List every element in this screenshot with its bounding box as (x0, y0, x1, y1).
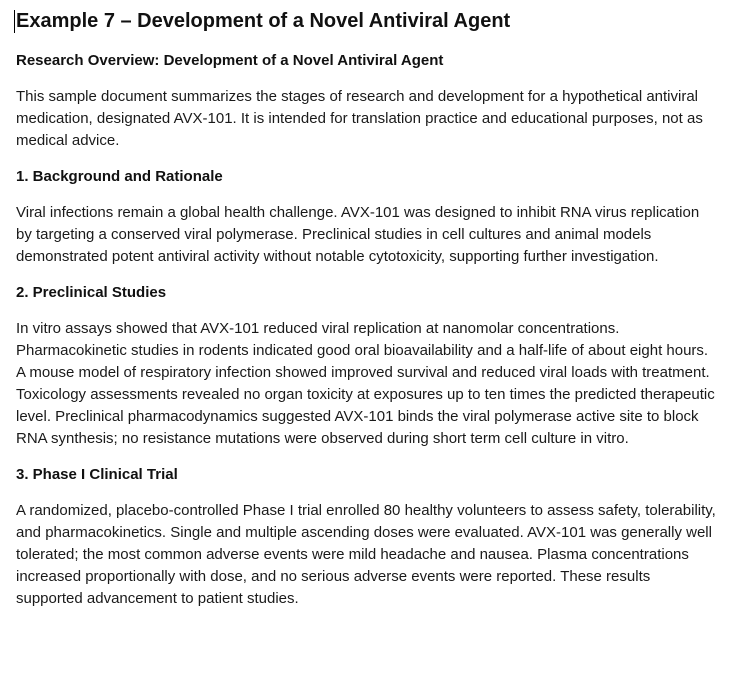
document-page (16, 8, 716, 624)
section-heading-preclinical[interactable]: 2. Preclinical Studies (16, 284, 167, 301)
section-heading-background[interactable]: 1. Background and Rationale (16, 168, 223, 185)
document-title[interactable]: Example 7 – Development of a Novel Antiviral Agent (16, 10, 511, 32)
intro-paragraph[interactable]: This sample document summarizes the stages of research and development for a hypothetical antiviral medication, designated AVX-101. It is intended for translation practice and educational purposes, not as medical advice. (16, 88, 703, 149)
section-body-preclinical[interactable]: In vitro assays showed that AVX-101 reduced viral replication at nanomolar concentrations. Pharmacokinetic studies in rodents indicated good oral bioavailability and a half-life of about eight hours. A mouse model of respiratory infection showed improved survival and reduced viral loads with treatment. Toxicology assessments revealed no organ toxicity at exposures up to ten times the predicted therapeutic level. Preclinical pharmacodynamics suggested AVX-101 binds the viral polymerase active site to block RNA synthesis; no resistance mutations were observed during short term cell culture in vitro. (16, 320, 715, 447)
section-body-phase-one[interactable]: A randomized, placebo-controlled Phase I trial enrolled 80 healthy volunteers to assess safety, tolerability, and pharmacokinetics. Single and multiple ascending doses were evaluated. AVX-101 was generally well tolerated; the most common adverse events were mild headache and nausea. Plasma concentrations increased proportionally with dose, and no serious adverse events were reported. These results supported advancement to patient studies. (16, 502, 716, 607)
overview-heading[interactable]: Research Overview: Development of a Novel Antiviral Agent (16, 52, 444, 69)
text-cursor (14, 10, 15, 33)
section-body-background[interactable]: Viral infections remain a global health challenge. AVX-101 was designed to inhibit RNA virus replication by targeting a conserved viral polymerase. Preclinical studies in cell cultures and animal models demonstrated potent antiviral activity without notable cytotoxicity, supporting further investigation. (16, 204, 700, 265)
document-title-block[interactable] (16, 8, 716, 34)
section-heading-phase-one[interactable]: 3. Phase I Clinical Trial (16, 466, 178, 483)
